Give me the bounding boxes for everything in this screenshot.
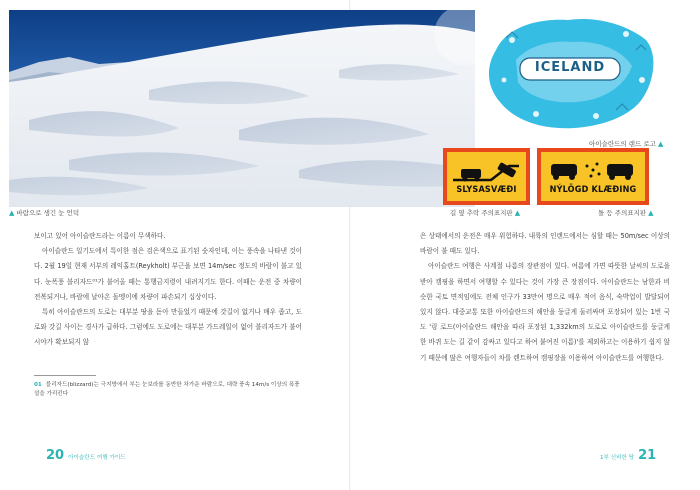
snow-photo-caption: ▲ 바람으로 생긴 눈 언덕	[9, 209, 80, 217]
up-arrow-icon: ▲	[657, 140, 664, 148]
map-caption: 아이슬란드의 랜드 로고 ▲	[589, 140, 664, 148]
right-body-text	[420, 229, 670, 366]
up-arrow-icon: ▲	[648, 209, 654, 217]
sign-label: SLYSASVÆÐI	[456, 185, 517, 195]
paragraph: 은 상태에서의 운전은 매우 위험하다. 내륙의 인랜드에서는 심할 때는 50m/sec 이상의 바람이 불 때도 있다.	[420, 232, 670, 256]
iceland-map-illustration	[476, 10, 662, 136]
road-sign-loose-gravel	[537, 148, 649, 205]
left-body-text	[34, 229, 302, 351]
up-arrow-icon: ▲	[9, 209, 15, 217]
up-arrow-icon: ▲	[514, 209, 521, 217]
running-title: 아이슬란드 여행 가이드	[68, 455, 126, 461]
iceland-logo-text: ICELAND	[534, 60, 606, 75]
road-sign-cliff	[443, 148, 530, 205]
footnote	[34, 381, 304, 399]
paragraph: 특히 아이슬란드의 도로는 대부분 땅을 돋아 만들었기 때문에 갓길이 없거나 매우 좁고, 도로와 갓길 사이는 경사가 급하다. 그럼에도 도로에는 대부분 가드레일이 없어 블리자드가 불어 시야가 확보되지 않	[34, 308, 302, 347]
sign-right-caption: 돌 등 주의표지판 ▲	[598, 209, 654, 217]
page-number: 21	[638, 448, 657, 463]
footnote-divider	[34, 375, 96, 376]
paragraph: 아이슬란드 일기도에서 특이한 점은 검은색으로 표기된 숫자인데, 이는 풍속을 나타낸 것이다. 2월 19일 현재 서부의 레익홀트(Reykholt) 부근을 보면 14m/sec 정도의 바람이 불고 있다. 눈폭풍 블리자드⁰¹가 불어올 때는 통행금지령이 내려지기도 한다. 이때는 운전 중 차량이 전복되거나, 바람에 날아온 돌멩이에 차량이 파손되기 십상이다.	[34, 247, 302, 301]
sign-label: NÝLÖGD KLÆÐING	[549, 185, 637, 195]
right-folio	[600, 448, 656, 463]
sign-left-caption: 길 옆 추락 주의표지판 ▲	[450, 209, 521, 217]
paragraph: 보이고 있어 아이슬란드라는 이름이 무색하다.	[34, 232, 166, 240]
left-folio	[46, 448, 126, 463]
snow-dunes-photo	[9, 10, 475, 207]
running-title: 1부 신비한 땅	[600, 455, 635, 461]
paragraph: 아이슬란드 여행은 사계절 나름의 장관점이 있다. 여름에 가면 따뜻한 날씨의 도로을 받아 캠핑을 하면서 여행할 수 있다는 것이 가장 큰 장점이다. 아이슬란드는 남한과 비슷한 국토 면적임에도 전체 인구가 33만여 명으로 매우 적어 음식, 숙박업이 발달되어 있지 않다. 대중교통 또한 아이슬란드의 해안을 둥글게 둘러싸며 포장되어 있는 1번 국도 '링 로드(아이슬란드 해안을 따라 포장된 1,332km의 도로로 아이슬란드를 둥글게 한 바퀴 도는 길 같이 감싸고 있다고 하여 붙여진 이름)'를 제외하고는 이용하기 쉽지 않기 때문에 많은 여행자들이 차를 렌트하여 캠핑장을 이용하여 아이슬란드를 여행한다.	[420, 262, 670, 362]
page-number: 20	[46, 448, 65, 463]
footnote-number: 01	[34, 382, 42, 388]
footnote-text: 블리자드(blizzard)는 극지방에서 부는 눈보라를 동반한 차가운 바람으로, 대략 풍속 14m/s 이상의 폭풍설을 가리킨다	[34, 382, 300, 397]
